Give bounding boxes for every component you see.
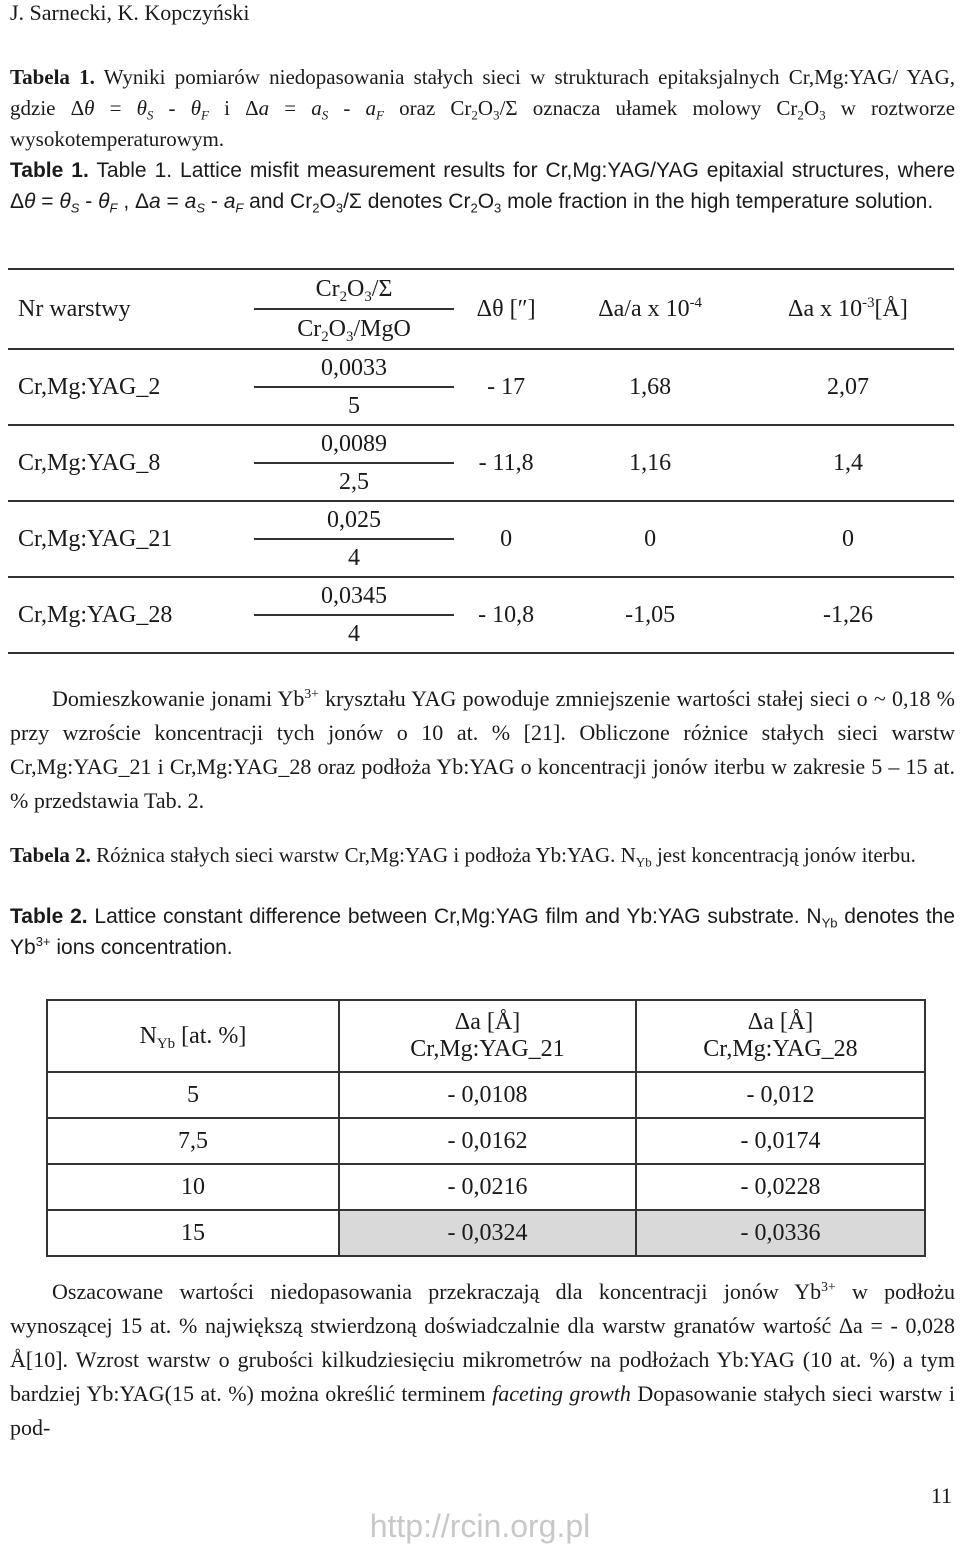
table1-header-ratio-bottom: $Cr_2O_3$/MgO [254,309,454,349]
table2-header-yag28-line2: Cr,Mg:YAG_28 [703,1036,858,1062]
footer-watermark: http://rcin.org.pl [369,1508,591,1544]
table1-header-da-abs: Δa x $10^{-3}[Å]$ [742,269,954,349]
table-row [47,1210,925,1256]
table-row [47,1164,925,1210]
table2-header-yag28 [636,1000,925,1072]
table1-cell-ratio-top: 0,0345 [254,577,454,615]
table-row [47,1118,925,1164]
table2-header-yag21 [339,1000,636,1072]
table2-caption-pl-text: Różnica stałych sieci warstw Cr,Mg:YAG i podłoża Yb:YAG. $N_{Yb}$ jest koncentracją jonów iterbu. [96,843,916,870]
table2-caption-en-text: Lattice constant difference between Cr,Mg:YAG film and Yb:YAG substrate. $N_{Yb}$ denotes the $Yb^{3+}$ ions concentration. [10,905,956,959]
table1-cell-dtheta: - 17 [454,349,558,425]
table1-caption-pl-text: Wyniki pomiarów niedopasowania stałych sieci w strukturach epitaksjalnych Cr,Mg:YAG/ YAG, gdzie $\Delta\theta = \theta_S - \theta_F$ i $\Delta a = a_S - a_F$ oraz $Cr_2O_3/\Sigma$ oznacza ułamek molowy $Cr_2O_3$ w roztworze wysokotemperaturowym. [10,65,956,151]
table1-header-ratio-top: $Cr_2O_3/\Sigma$ [254,269,454,309]
running-header: J. Sarnecki, K. Kopczyński [10,0,250,25]
table1-header-da-rel: Δa/a x $10^{-4}$ [558,269,742,349]
table2-cell-nyb: 15 [47,1210,339,1256]
table1-caption-pl [10,62,955,155]
table2-cell-yag21: - 0,0162 [339,1118,636,1164]
table-row [8,425,954,463]
table1-cell-layer: Cr,Mg:YAG_2 [8,349,254,425]
table1-label-en: Table 1. [10,159,89,182]
table1-caption-en [10,155,955,217]
table2-header-yag28-line1: Δa [Å] [747,1009,814,1035]
table2-cell-nyb: 10 [47,1164,339,1210]
table2-cell-yag28: - 0,0336 [636,1210,925,1256]
table1-header-row [8,269,954,309]
table1 [8,268,954,654]
table1-header-layer: Nr warstwy [8,269,254,349]
table2-cell-yag28: - 0,0228 [636,1164,925,1210]
table1-cell-da-abs: 0 [742,501,954,577]
table1-cell-ratio-top: 0,025 [254,501,454,539]
table1-label-pl: Tabela 1. [10,65,95,89]
table2-label-pl: Tabela 2. [10,843,91,867]
table2-cell-yag28: - 0,012 [636,1072,925,1118]
page-number: 11 [930,1483,952,1508]
table2 [46,999,926,1257]
table1-cell-da-abs: -1,26 [742,577,954,653]
table1-cell-dtheta: 0 [454,501,558,577]
table2-cell-nyb: 7,5 [47,1118,339,1164]
table2-header-yag21-line1: Δa [Å] [454,1009,521,1035]
table1-cell-layer: Cr,Mg:YAG_8 [8,425,254,501]
table1-cell-ratio-bottom: 4 [254,615,454,653]
table2-caption-en [10,901,955,963]
table1-cell-da-abs: 2,07 [742,349,954,425]
table1-cell-da-rel: -1,05 [558,577,742,653]
table2-cell-yag21: - 0,0108 [339,1072,636,1118]
table1-cell-ratio-top: 0,0089 [254,425,454,463]
table2-cell-nyb: 5 [47,1072,339,1118]
table1-header-dtheta: Δθ [″] [454,269,558,349]
table1-cell-ratio-bottom: 2,5 [254,463,454,501]
table1-cell-da-rel: 1,68 [558,349,742,425]
table1-cell-layer: Cr,Mg:YAG_28 [8,577,254,653]
table1-cell-da-rel: 0 [558,501,742,577]
table2-cell-yag28: - 0,0174 [636,1118,925,1164]
table1-cell-dtheta: - 10,8 [454,577,558,653]
table-row [8,349,954,387]
table2-header-nyb: $N_{Yb}$ [at. %] [47,1000,339,1072]
paragraph-2: Oszacowane wartości niedopasowania przekraczają dla koncentracji jonów $Yb^{3+}$ w podłożu wynoszącej 15 at. % największą stwierdzoną doświadczalnie dla warstw granatów wartość Δa = - 0,028 Å[10]. Wzrost warstw o grubości kilkudziesięciu mikrometrów na podłożach Yb:YAG (10 at. %) a tym bardziej Yb:YAG(15 at. %) można określić terminem faceting growth Dopasowanie stałych sieci warstw i pod- [10,1278,955,1440]
table1-cell-dtheta: - 11,8 [454,425,558,501]
table1-caption-en-text: Table 1. Lattice misfit measurement results for Cr,Mg:YAG/YAG epitaxial structures, where $\Delta\theta = \theta_S - \theta_F$ , $\Delta a = a_S - a_F$ and $Cr_2O_3/\Sigma$ denotes $Cr_2O_3$ mole fraction in the high temperature solution. [10,159,955,216]
table2-label-en: Table 2. [10,905,88,928]
table2-cell-yag21: - 0,0324 [339,1210,636,1256]
table1-cell-da-rel: 1,16 [558,425,742,501]
table-row [8,501,954,539]
table2-cell-yag21: - 0,0216 [339,1164,636,1210]
table2-header-row [47,1000,925,1072]
table2-header-yag21-line2: Cr,Mg:YAG_21 [410,1036,565,1062]
table1-cell-ratio-bottom: 5 [254,387,454,425]
table-row [47,1072,925,1118]
table1-cell-ratio-bottom: 4 [254,539,454,577]
table1-cell-layer: Cr,Mg:YAG_21 [8,501,254,577]
table1-cell-ratio-top: 0,0033 [254,349,454,387]
paragraph-1: Domieszkowanie jonami $Yb^{3+}$ kryształu YAG powoduje zmniejszenie wartości stałej sieci o ~ 0,18 % przy wzroście koncentracji tych jonów o 10 at. % [21]. Obliczone różnice stałych sieci warstw Cr,Mg:YAG_21 i Cr,Mg:YAG_28 oraz podłoża Yb:YAG o koncentracji jonów iterbu w zakresie 5 – 15 at. % przedstawia Tab. 2. [10,685,955,813]
table-row [8,577,954,615]
table1-cell-da-abs: 1,4 [742,425,954,501]
table2-caption-pl [10,840,955,871]
